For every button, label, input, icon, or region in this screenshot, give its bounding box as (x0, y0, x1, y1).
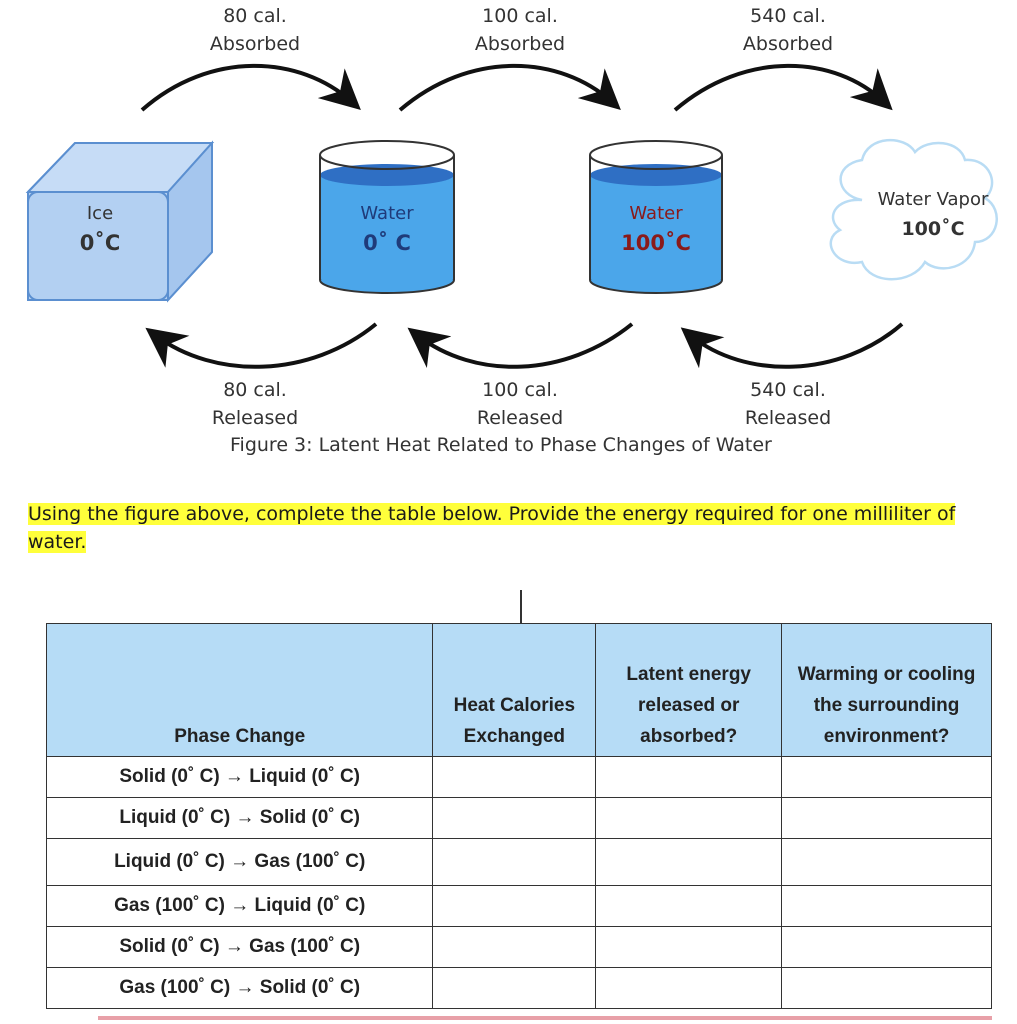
vapor-name: Water Vapor (877, 189, 989, 210)
absorb-action-2: Absorbed (474, 33, 566, 55)
header-latent-energy: Latent energy released or absorbed? (596, 624, 782, 757)
phase-change-cell: Solid (0˚ C) → Gas (100˚ C) (47, 927, 433, 968)
water-100c-label (606, 200, 706, 258)
heat-calories-cell[interactable] (433, 927, 596, 968)
table-row (47, 839, 992, 886)
absorb-action-3: Absorbed (742, 33, 834, 55)
heat-calories-cell[interactable] (433, 886, 596, 927)
ice-name: Ice (86, 203, 114, 224)
heat-calories-cell[interactable] (433, 798, 596, 839)
phase-change-table (46, 623, 992, 1009)
warming-cooling-cell[interactable] (782, 839, 992, 886)
release-label-1 (180, 376, 330, 432)
warming-cooling-cell[interactable] (782, 927, 992, 968)
ice-temp: 0˚C (79, 231, 121, 255)
warming-cooling-cell[interactable] (782, 798, 992, 839)
water-0c-label (337, 200, 437, 258)
water-0c-name: Water (360, 203, 414, 224)
latent-energy-cell[interactable] (596, 886, 782, 927)
table-row (47, 968, 992, 1009)
phase-change-cell: Liquid (0˚ C) → Solid (0˚ C) (47, 798, 433, 839)
phase-change-cell: Gas (100˚ C) → Solid (0˚ C) (47, 968, 433, 1009)
warming-cooling-cell[interactable] (782, 886, 992, 927)
absorb-arrow-1 (142, 66, 352, 110)
absorb-action-1: Absorbed (209, 33, 301, 55)
release-action-3: Released (744, 407, 832, 429)
table-row (47, 798, 992, 839)
latent-energy-cell[interactable] (596, 927, 782, 968)
absorb-amount-2: 100 cal. (482, 5, 558, 27)
spellcheck-underline (98, 1016, 992, 1020)
header-heat-calories: Heat Calories Exchanged (433, 624, 596, 757)
table-row (47, 886, 992, 927)
header-warming-cooling: Warming or cooling the surrounding environment? (782, 624, 992, 757)
warming-cooling-cell[interactable] (782, 757, 992, 798)
absorb-amount-3: 540 cal. (750, 5, 826, 27)
instruction-text (28, 500, 1017, 556)
latent-energy-cell[interactable] (596, 839, 782, 886)
phase-change-cell: Liquid (0˚ C) → Gas (100˚ C) (47, 839, 433, 886)
absorb-label-1 (180, 2, 330, 58)
text-cursor (520, 590, 522, 624)
vapor-temp: 100˚C (901, 218, 965, 240)
vapor-label (858, 186, 1008, 244)
water-0c-temp: 0˚ C (363, 231, 411, 255)
release-amount-2: 100 cal. (482, 379, 558, 401)
absorb-label-3 (713, 2, 863, 58)
table-row (47, 757, 992, 798)
phase-change-cell: Gas (100˚ C) → Liquid (0˚ C) (47, 886, 433, 927)
release-arrow-1 (155, 324, 376, 367)
absorb-label-2 (445, 2, 595, 58)
header-phase-change: Phase Change (47, 624, 433, 757)
release-action-2: Released (476, 407, 564, 429)
heat-calories-cell[interactable] (433, 757, 596, 798)
figure-caption: Figure 3: Latent Heat Related to Phase Changes of Water (230, 434, 772, 456)
latent-energy-cell[interactable] (596, 798, 782, 839)
phase-change-cell: Solid (0˚ C) → Liquid (0˚ C) (47, 757, 433, 798)
release-label-3 (713, 376, 863, 432)
heat-calories-cell[interactable] (433, 839, 596, 886)
release-amount-1: 80 cal. (223, 379, 287, 401)
absorb-arrow-2 (400, 66, 612, 110)
heat-calories-cell[interactable] (433, 968, 596, 1009)
release-arrow-3 (690, 324, 902, 367)
absorb-amount-1: 80 cal. (223, 5, 287, 27)
release-amount-3: 540 cal. (750, 379, 826, 401)
latent-energy-cell[interactable] (596, 757, 782, 798)
warming-cooling-cell[interactable] (782, 968, 992, 1009)
table-header-row (47, 624, 992, 757)
latent-energy-cell[interactable] (596, 968, 782, 1009)
release-action-1: Released (211, 407, 299, 429)
absorb-arrow-3 (675, 66, 884, 110)
ice-label (60, 200, 140, 258)
table-row (47, 927, 992, 968)
water-100c-temp: 100˚C (621, 231, 691, 255)
release-arrow-2 (417, 324, 632, 367)
release-label-2 (445, 376, 595, 432)
instruction-highlight: Using the figure above, complete the table below. Provide the energy required for one milliliter of water. (28, 503, 956, 553)
water-100c-name: Water (629, 203, 683, 224)
